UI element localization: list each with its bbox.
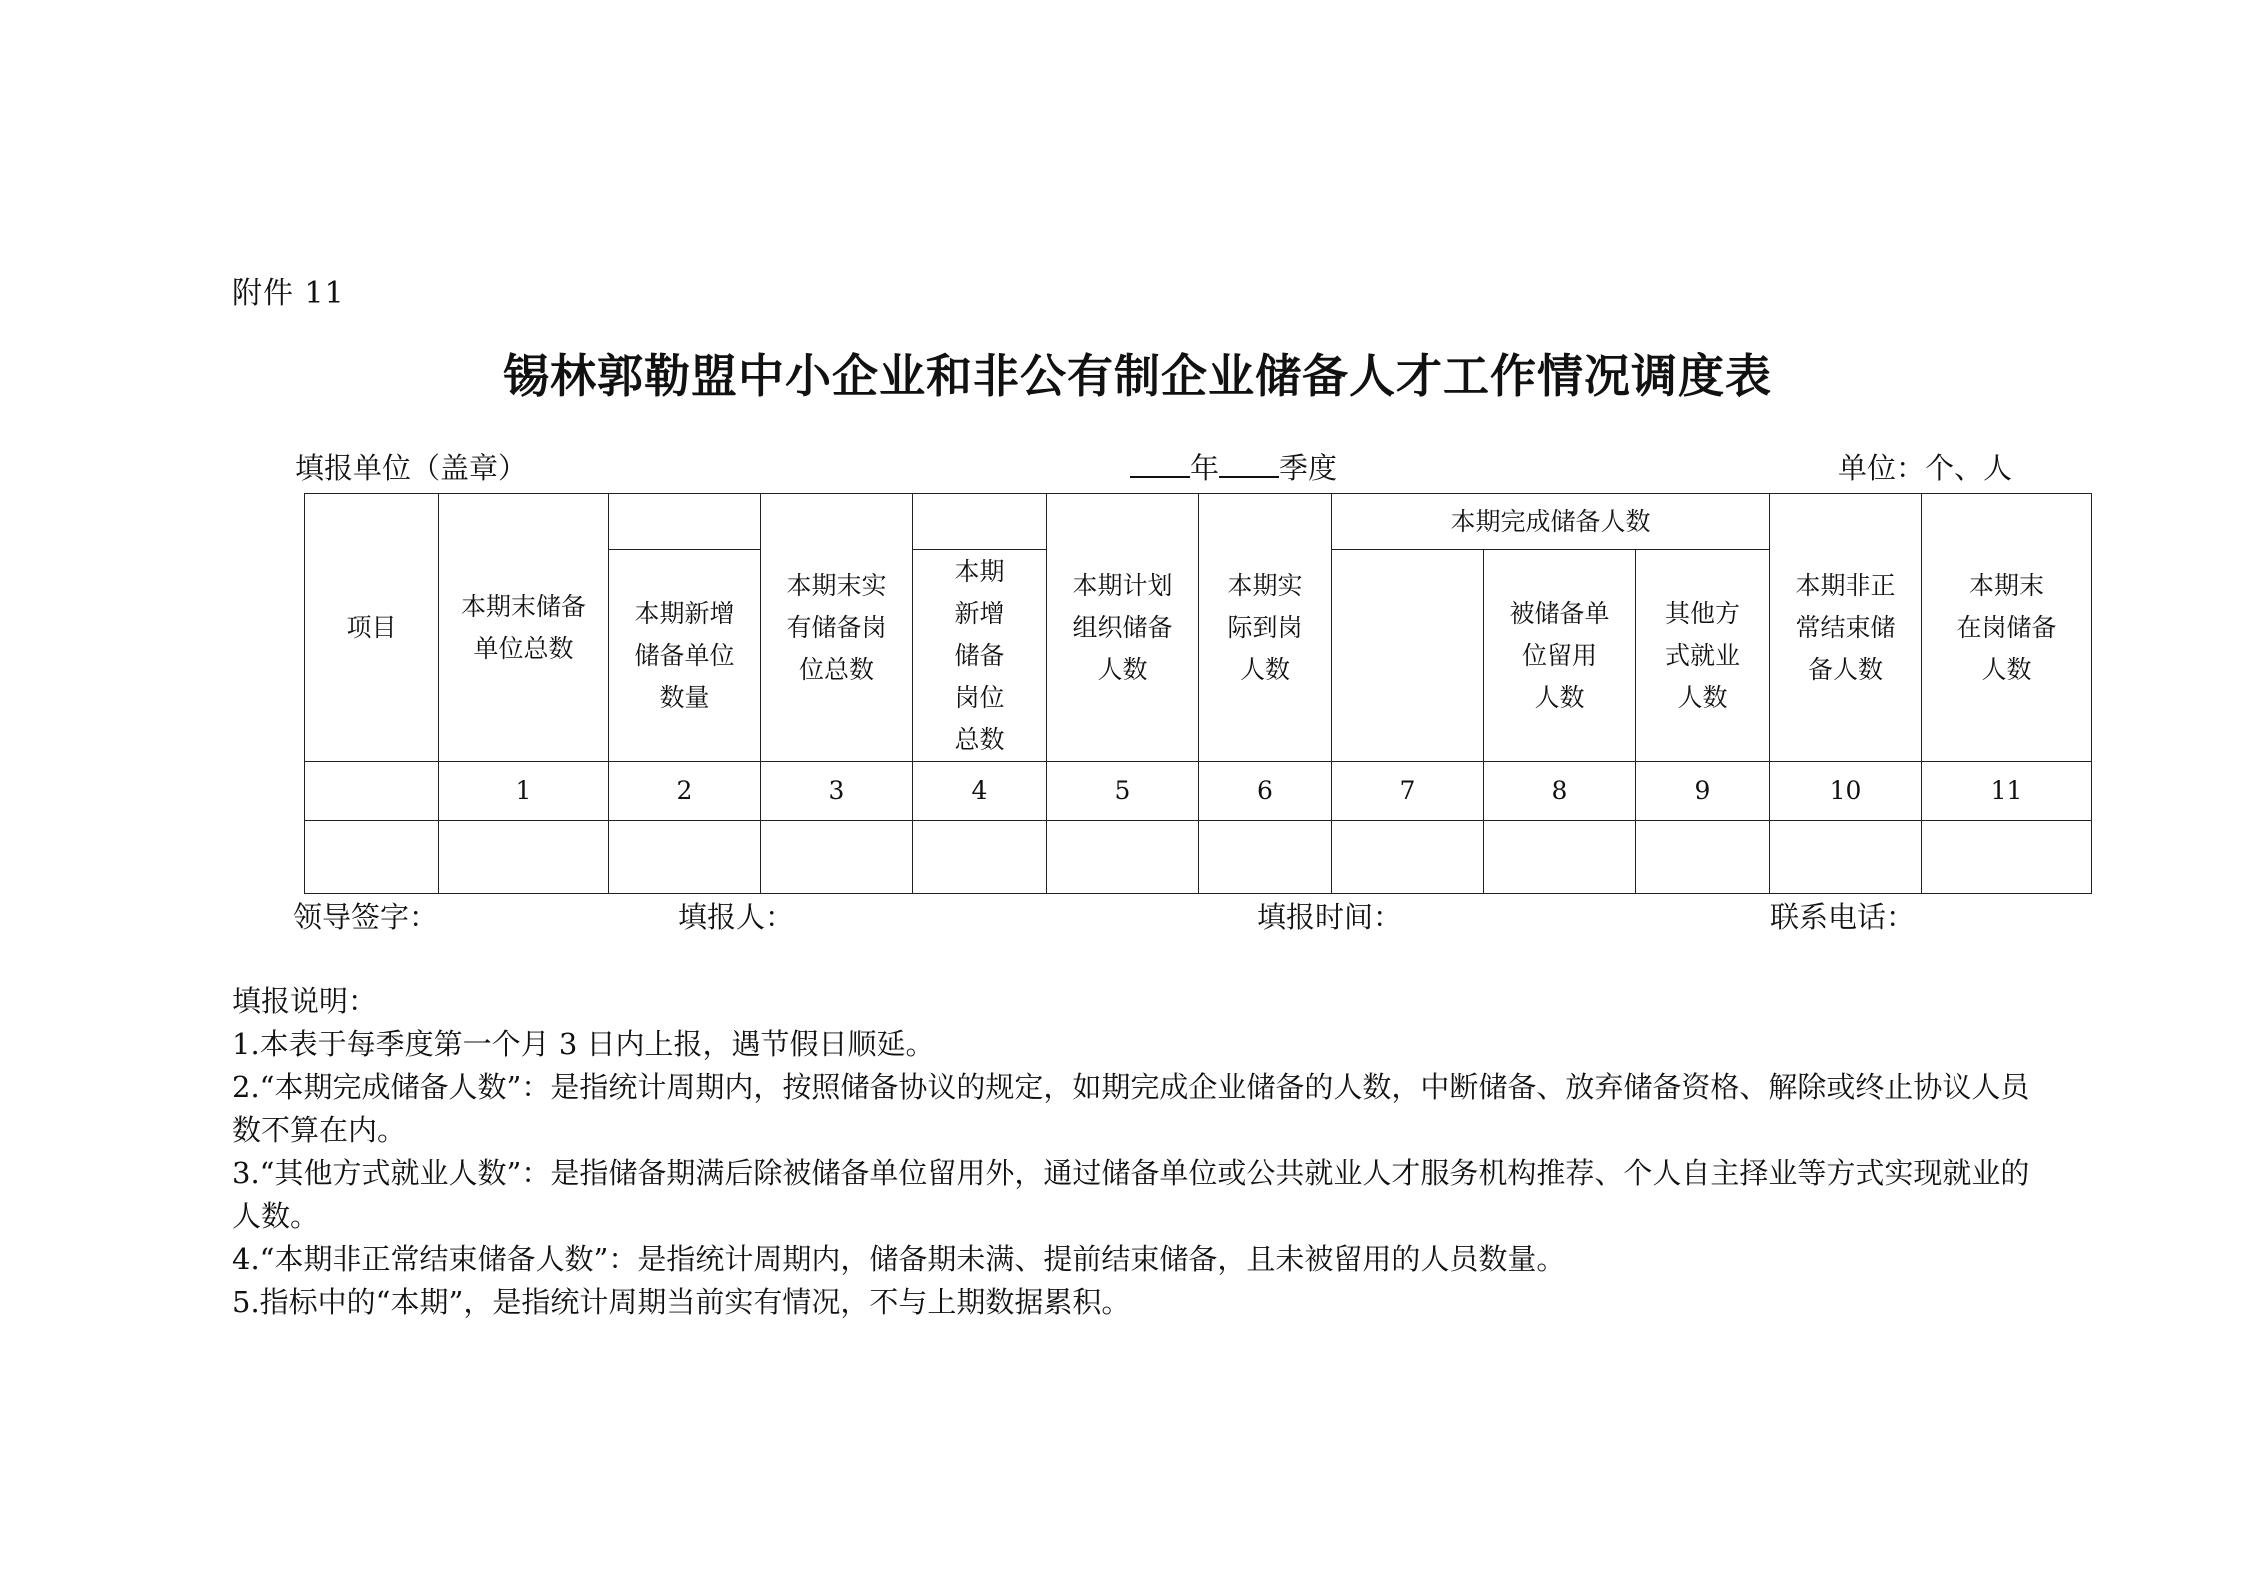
data-cell[interactable]	[1199, 821, 1332, 894]
data-cell[interactable]	[609, 821, 761, 894]
year-blank[interactable]	[1130, 452, 1190, 478]
period-field	[1130, 446, 1337, 487]
number-cell: 4	[913, 762, 1047, 821]
notes-heading: 填报说明：	[232, 984, 378, 1018]
note-item: 3.“其他方式就业人数”：是指储备期满后除被储备单位留用外，通过储备单位或公共就业人才服务机构推荐、个人自主择业等方式实现就业的人数。	[232, 1156, 2030, 1233]
unit-label: 单位：个、人	[1838, 451, 2013, 485]
number-cell: 11	[1922, 762, 2092, 821]
header-col-4: 本期 新增 储备 岗位 总数	[913, 550, 1047, 762]
filler-label: 填报人：	[678, 900, 795, 934]
number-cell: 3	[761, 762, 913, 821]
attachment-label: 附件 11	[232, 276, 345, 311]
reporting-unit-label: 填报单位（盖章）	[295, 451, 528, 485]
number-cell: 7	[1332, 762, 1484, 821]
fill-time-label: 填报时间：	[1257, 900, 1403, 934]
note-item: 1.本表于每季度第一个月 3 日内上报，遇节假日顺延。	[232, 1027, 935, 1061]
header-col-10: 本期非正 常结束储 备人数	[1770, 494, 1922, 762]
header-col-5: 本期计划 组织储备 人数	[1047, 494, 1199, 762]
header-col-3: 本期末实 有储备岗 位总数	[761, 494, 913, 762]
note-item: 4.“本期非正常结束储备人数”：是指统计周期内，储备期未满、提前结束储备，且未被留用的人员数量。	[232, 1242, 1566, 1276]
filling-instructions	[232, 980, 2032, 1324]
header-col-2: 本期新增 储备单位 数量	[609, 550, 761, 762]
quarter-blank[interactable]	[1219, 452, 1279, 478]
data-cell[interactable]	[1922, 821, 2092, 894]
data-cell[interactable]	[1636, 821, 1770, 894]
header-item: 项目	[305, 494, 439, 762]
data-cell[interactable]	[1484, 821, 1636, 894]
year-label: 年	[1190, 451, 1220, 485]
header-col-11: 本期末 在岗储备 人数	[1922, 494, 2092, 762]
header-col-9: 其他方 式就业 人数	[1636, 550, 1770, 762]
page-title: 锡林郭勒盟中小企业和非公有制企业储备人才工作情况调度表	[503, 349, 1772, 403]
header-spacer	[609, 494, 761, 550]
header-spacer	[913, 494, 1047, 550]
number-cell: 5	[1047, 762, 1199, 821]
data-cell[interactable]	[1332, 821, 1484, 894]
data-cell[interactable]	[305, 821, 439, 894]
header-col-6: 本期实 际到岗 人数	[1199, 494, 1332, 762]
data-cell[interactable]	[1047, 821, 1199, 894]
number-cell: 1	[439, 762, 609, 821]
note-item: 2.“本期完成储备人数”：是指统计周期内，按照储备协议的规定，如期完成企业储备的人数，中断储备、放弃储备资格、解除或终止协议人员数不算在内。	[232, 1070, 2030, 1147]
header-col-1: 本期末储备 单位总数	[439, 494, 609, 762]
header-col-7	[1332, 550, 1484, 762]
report-table	[304, 493, 2092, 894]
note-item: 5.指标中的“本期”，是指统计周期当前实有情况，不与上期数据累积。	[232, 1285, 1131, 1319]
header-col-8: 被储备单 位留用 人数	[1484, 550, 1636, 762]
number-cell: 6	[1199, 762, 1332, 821]
data-cell[interactable]	[913, 821, 1047, 894]
contact-phone-label: 联系电话：	[1770, 900, 1916, 934]
number-cell: 9	[1636, 762, 1770, 821]
data-cell[interactable]	[1770, 821, 1922, 894]
leader-signature-label: 领导签字：	[293, 900, 439, 934]
quarter-label: 季度	[1279, 451, 1338, 485]
header-group-completed: 本期完成储备人数	[1332, 494, 1770, 550]
data-cell[interactable]	[439, 821, 609, 894]
number-cell: 10	[1770, 762, 1922, 821]
data-cell[interactable]	[761, 821, 913, 894]
number-cell: 2	[609, 762, 761, 821]
number-cell: 8	[1484, 762, 1636, 821]
number-cell-item	[305, 762, 439, 821]
